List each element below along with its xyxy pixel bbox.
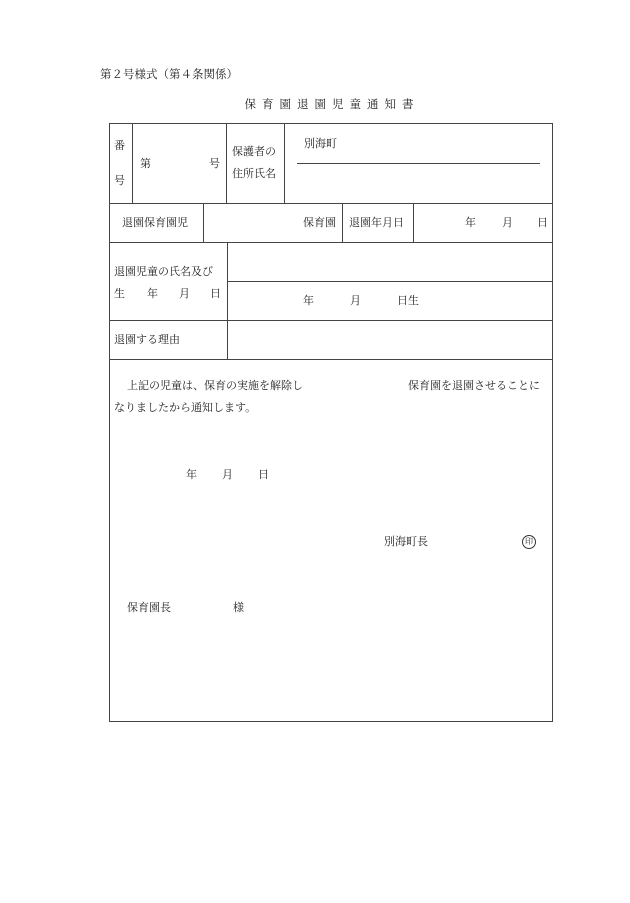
column-divider [226, 123, 227, 203]
number-label-top: 番 [114, 139, 125, 152]
notice-date-year: 年 [186, 468, 197, 481]
form-number-label: 第２号様式（第４条関係） [100, 67, 238, 81]
withdrawal-year: 年 [465, 216, 476, 229]
address-underline [297, 163, 540, 164]
column-divider [342, 203, 343, 242]
child-label-month: 月 [179, 287, 190, 300]
notice-text-line1-start: 上記の児童は、保育の実施を解除し [127, 379, 303, 392]
recipient-honorific: 様 [233, 601, 244, 614]
notice-date-month: 月 [222, 468, 233, 481]
column-divider [284, 123, 285, 203]
row-divider [109, 203, 553, 204]
birth-year: 年 [303, 294, 314, 307]
number-suffix: 号 [209, 157, 220, 170]
column-divider [227, 242, 228, 359]
birth-day: 日生 [397, 294, 419, 307]
guardian-label-top: 保護者の [232, 145, 276, 158]
notice-text-line1-end: 保育園を退園させることに [408, 379, 540, 392]
guardian-label-bottom: 住所氏名 [232, 167, 276, 180]
withdrawal-month: 月 [502, 216, 513, 229]
child-label-day: 日 [210, 287, 221, 300]
notice-date-day: 日 [258, 468, 269, 481]
reason-label: 退園する理由 [114, 333, 180, 346]
child-label-birth: 生 [114, 287, 125, 300]
row-divider [227, 281, 553, 282]
child-label-year: 年 [147, 287, 158, 300]
column-divider [413, 203, 414, 242]
form-table [109, 123, 553, 722]
birth-month: 月 [350, 294, 361, 307]
row-divider [109, 359, 553, 360]
child-label-top: 退園児童の氏名及び [114, 265, 213, 278]
mayor-title: 別海町長 [384, 535, 428, 548]
nursery-label: 退園保育園児 [122, 216, 188, 229]
recipient-title: 保育園長 [127, 601, 171, 614]
column-divider [203, 203, 204, 242]
notice-text-line2: なりましたから通知します。 [114, 401, 257, 414]
guardian-address: 別海町 [304, 137, 337, 150]
nursery-suffix: 保育園 [303, 216, 336, 229]
number-label-bottom: 号 [114, 174, 125, 187]
withdrawal-date-label: 退園年月日 [349, 216, 404, 229]
document-title: 保育園退園児童通知書 [244, 97, 420, 111]
withdrawal-day: 日 [537, 216, 548, 229]
row-divider [109, 320, 553, 321]
column-divider [132, 123, 133, 203]
row-divider [109, 242, 553, 243]
number-prefix: 第 [140, 157, 151, 170]
seal-mark: 印 [522, 535, 536, 549]
